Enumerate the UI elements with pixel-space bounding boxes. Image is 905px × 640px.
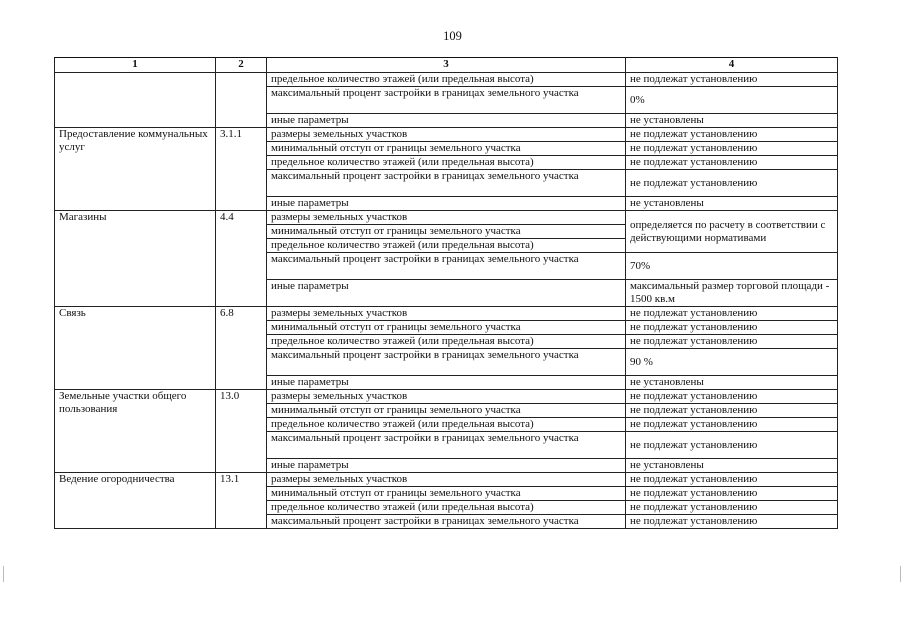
group-name: Магазины	[55, 211, 216, 307]
param-label: размеры земельных участков	[267, 390, 626, 404]
group-name: Связь	[55, 307, 216, 390]
param-label: иные параметры	[267, 376, 626, 390]
table-row	[55, 473, 838, 487]
param-value: не подлежат установлению	[626, 170, 838, 197]
param-value: 0%	[626, 87, 838, 114]
param-label: предельное количество этажей (или предельная высота)	[267, 501, 626, 515]
param-value: не подлежат установлению	[626, 432, 838, 459]
table-row	[55, 390, 838, 404]
param-label: иные параметры	[267, 197, 626, 211]
header-col-2: 2	[216, 58, 267, 73]
group-code: 3.1.1	[216, 128, 267, 211]
param-label: предельное количество этажей (или предельная высота)	[267, 335, 626, 349]
param-label: предельное количество этажей (или предельная высота)	[267, 239, 626, 253]
header-col-3: 3	[267, 58, 626, 73]
group-name-continuation	[55, 73, 216, 128]
param-value-merged: определяется по расчету в соответствии с действующими нормативами	[626, 211, 838, 253]
param-label: размеры земельных участков	[267, 307, 626, 321]
param-value: не установлены	[626, 114, 838, 128]
param-value: не подлежат установлению	[626, 404, 838, 418]
param-value: не установлены	[626, 376, 838, 390]
param-label: максимальный процент застройки в границах земельного участка	[267, 349, 626, 376]
param-value: не установлены	[626, 459, 838, 473]
param-value: не установлены	[626, 197, 838, 211]
param-label: иные параметры	[267, 459, 626, 473]
param-label: максимальный процент застройки в границах земельного участка	[267, 170, 626, 197]
group-code: 13.0	[216, 390, 267, 473]
param-label: минимальный отступ от границы земельного участка	[267, 404, 626, 418]
param-label: минимальный отступ от границы земельного участка	[267, 487, 626, 501]
param-label: предельное количество этажей (или предельная высота)	[267, 73, 626, 87]
header-col-4: 4	[626, 58, 838, 73]
param-value: не подлежат установлению	[626, 473, 838, 487]
param-label: минимальный отступ от границы земельного участка	[267, 142, 626, 156]
param-value: не подлежат установлению	[626, 390, 838, 404]
header-col-1: 1	[55, 58, 216, 73]
param-label: максимальный процент застройки в границах земельного участка	[267, 515, 626, 529]
param-value: не подлежат установлению	[626, 128, 838, 142]
param-value: 90 %	[626, 349, 838, 376]
table-row	[55, 73, 838, 87]
scan-margin-mark-left	[3, 566, 4, 582]
param-label: иные параметры	[267, 280, 626, 307]
param-value: не подлежат установлению	[626, 156, 838, 170]
param-label: максимальный процент застройки в границах земельного участка	[267, 87, 626, 114]
group-code-continuation	[216, 73, 267, 128]
param-value: не подлежат установлению	[626, 335, 838, 349]
param-label: максимальный процент застройки в границах земельного участка	[267, 432, 626, 459]
group-code: 6.8	[216, 307, 267, 390]
group-code: 4.4	[216, 211, 267, 307]
param-value: не подлежат установлению	[626, 307, 838, 321]
param-value: не подлежат установлению	[626, 142, 838, 156]
param-value: не подлежат установлению	[626, 321, 838, 335]
param-label: размеры земельных участков	[267, 211, 626, 225]
page-number: 109	[443, 29, 462, 43]
param-value: не подлежат установлению	[626, 73, 838, 87]
param-label: иные параметры	[267, 114, 626, 128]
table-header-row	[55, 58, 838, 73]
table-row	[55, 128, 838, 142]
group-name: Предоставление коммунальных услуг	[55, 128, 216, 211]
param-value: не подлежат установлению	[626, 487, 838, 501]
param-value: не подлежат установлению	[626, 418, 838, 432]
param-label: минимальный отступ от границы земельного участка	[267, 321, 626, 335]
param-value: максимальный размер торговой площади - 1500 кв.м	[626, 280, 838, 307]
regulations-table	[54, 57, 838, 529]
param-value: не подлежат установлению	[626, 515, 838, 529]
param-value: не подлежат установлению	[626, 501, 838, 515]
param-label: размеры земельных участков	[267, 473, 626, 487]
table-row	[55, 211, 838, 225]
param-label: размеры земельных участков	[267, 128, 626, 142]
scan-margin-mark-right	[900, 566, 901, 582]
param-value: 70%	[626, 253, 838, 280]
param-label: предельное количество этажей (или предельная высота)	[267, 418, 626, 432]
group-name: Земельные участки общего пользования	[55, 390, 216, 473]
group-name: Ведение огородничества	[55, 473, 216, 529]
param-label: минимальный отступ от границы земельного участка	[267, 225, 626, 239]
table-row	[55, 307, 838, 321]
param-label: предельное количество этажей (или предельная высота)	[267, 156, 626, 170]
param-label: максимальный процент застройки в границах земельного участка	[267, 253, 626, 280]
group-code: 13.1	[216, 473, 267, 529]
